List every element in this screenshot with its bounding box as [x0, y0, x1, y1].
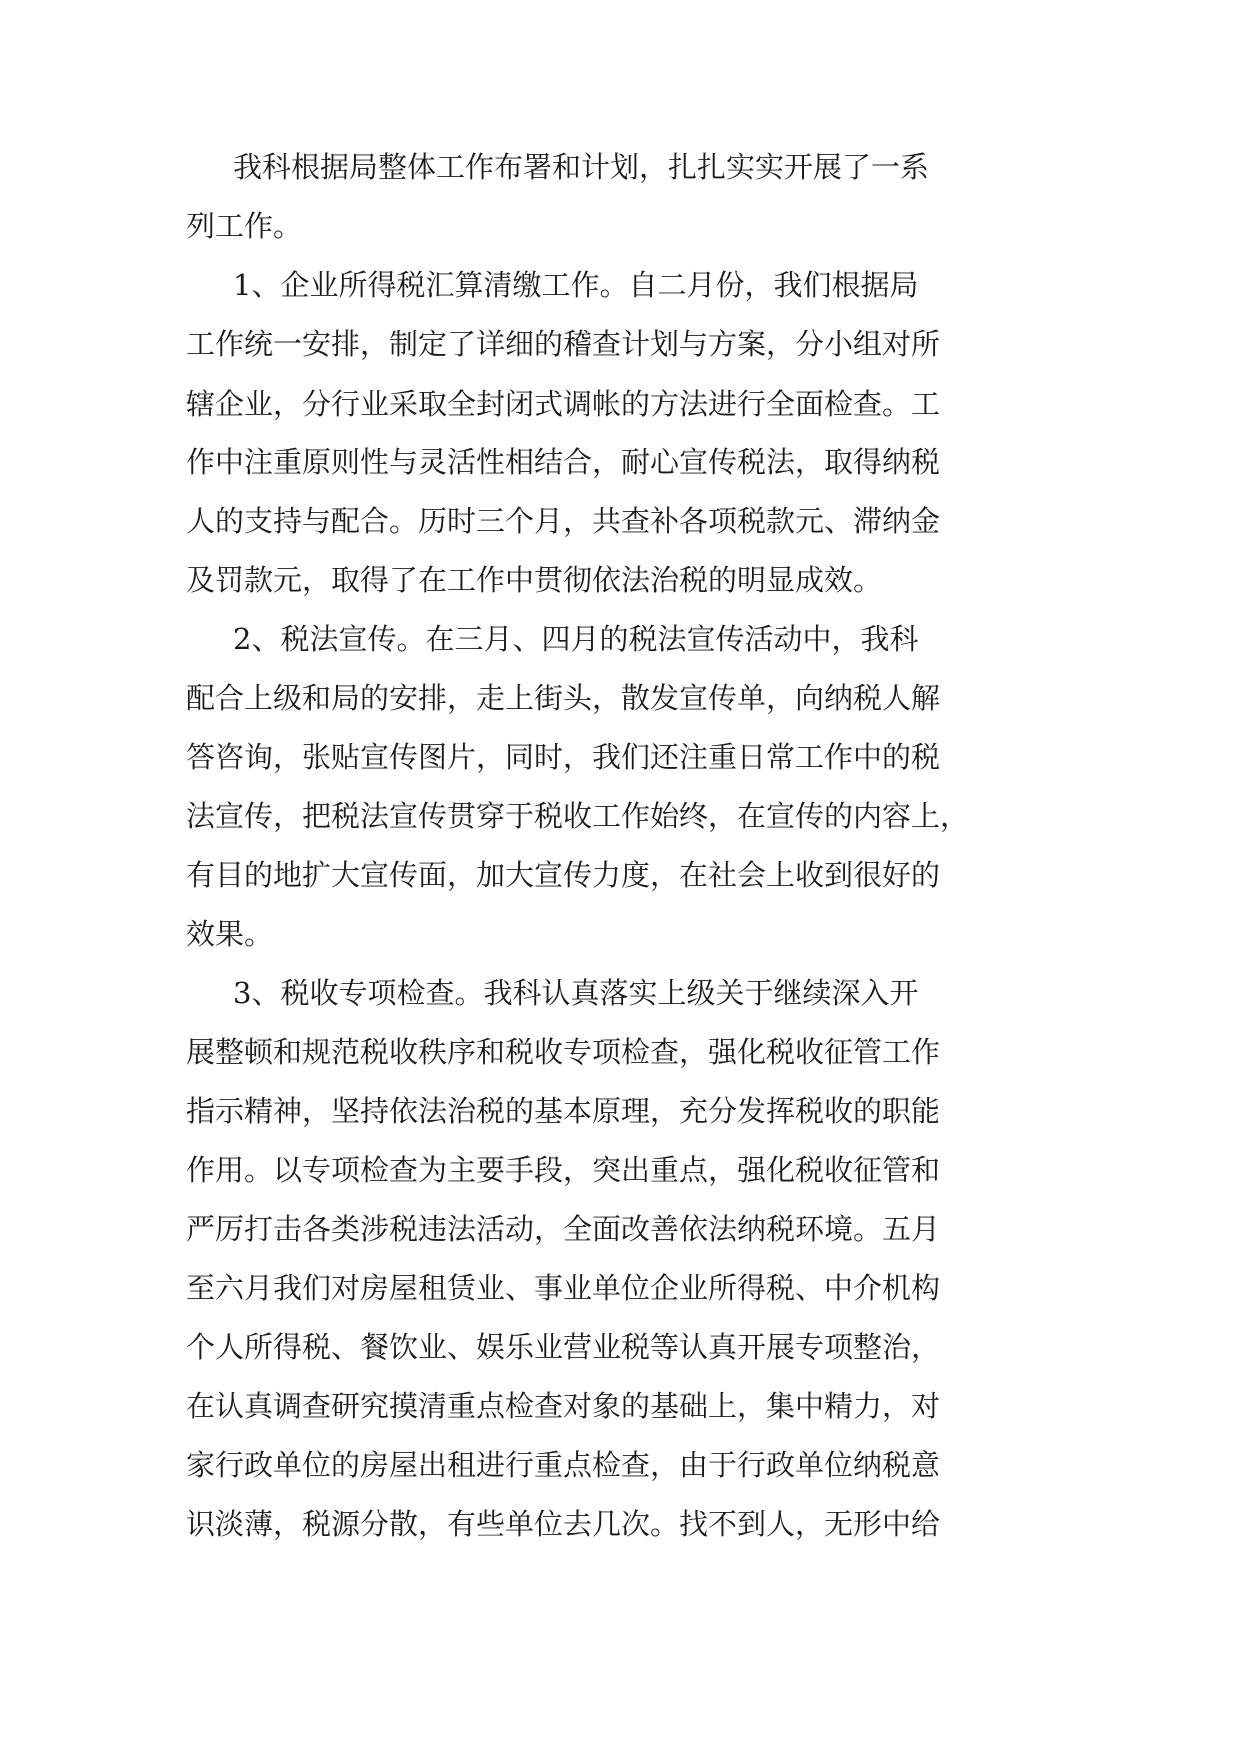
- text-line: 作用。以专项检查为主要手段，突出重点，强化税收征管和: [186, 1153, 941, 1187]
- text-line: 在认真调查研究摸清重点检查对象的基础上，集中精力，对: [186, 1389, 941, 1423]
- text-line: 我科根据局整体工作布署和计划，扎扎实实开展了一系: [233, 150, 930, 184]
- text-line: 2、税法宣传。在三月、四月的税法宣传活动中，我科: [233, 622, 919, 656]
- text-line: 展整顿和规范税收秩序和税收专项检查，强化税收征管工作: [186, 1035, 941, 1069]
- text-line: 1、企业所得税汇算清缴工作。自二月份，我们根据局: [233, 268, 919, 302]
- text-line: 答咨询，张贴宣传图片，同时，我们还注重日常工作中的税: [186, 740, 941, 774]
- text-line: 有目的地扩大宣传面，加大宣传力度，在社会上收到很好的: [186, 858, 941, 892]
- text-line: 列工作。: [186, 209, 303, 243]
- text-line: 至六月我们对房屋租赁业、事业单位企业所得税、中介机构: [186, 1271, 941, 1305]
- text-line: 及罚款元，取得了在工作中贯彻依法治税的明显成效。: [186, 563, 883, 597]
- text-line: 识淡薄，税源分散，有些单位去几次。找不到人，无形中给: [186, 1507, 941, 1541]
- text-line: 工作统一安排，制定了详细的稽查计划与方案，分小组对所: [186, 327, 941, 361]
- text-line: 3、税收专项检查。我科认真落实上级关于继续深入开: [233, 976, 919, 1010]
- text-line: 严厉打击各类涉税违法活动，全面改善依法纳税环境。五月: [186, 1212, 941, 1246]
- text-line: 效果。: [186, 917, 274, 951]
- text-line: 指示精神，坚持依法治税的基本原理，充分发挥税收的职能: [186, 1094, 941, 1128]
- text-line: 法宣传，把税法宣传贯穿于税收工作始终，在宣传的内容上，: [186, 799, 970, 833]
- text-line: 个人所得税、餐饮业、娱乐业营业税等认真开展专项整治，: [186, 1330, 941, 1364]
- text-line: 家行政单位的房屋出租进行重点检查，由于行政单位纳税意: [186, 1448, 941, 1482]
- text-line: 人的支持与配合。历时三个月，共查补各项税款元、滞纳金: [186, 504, 941, 538]
- text-line: 作中注重原则性与灵活性相结合，耐心宣传税法，取得纳税: [186, 445, 941, 479]
- text-line: 辖企业，分行业采取全封闭式调帐的方法进行全面检查。工: [186, 387, 941, 421]
- text-line: 配合上级和局的安排，走上街头，散发宣传单，向纳税人解: [186, 681, 941, 715]
